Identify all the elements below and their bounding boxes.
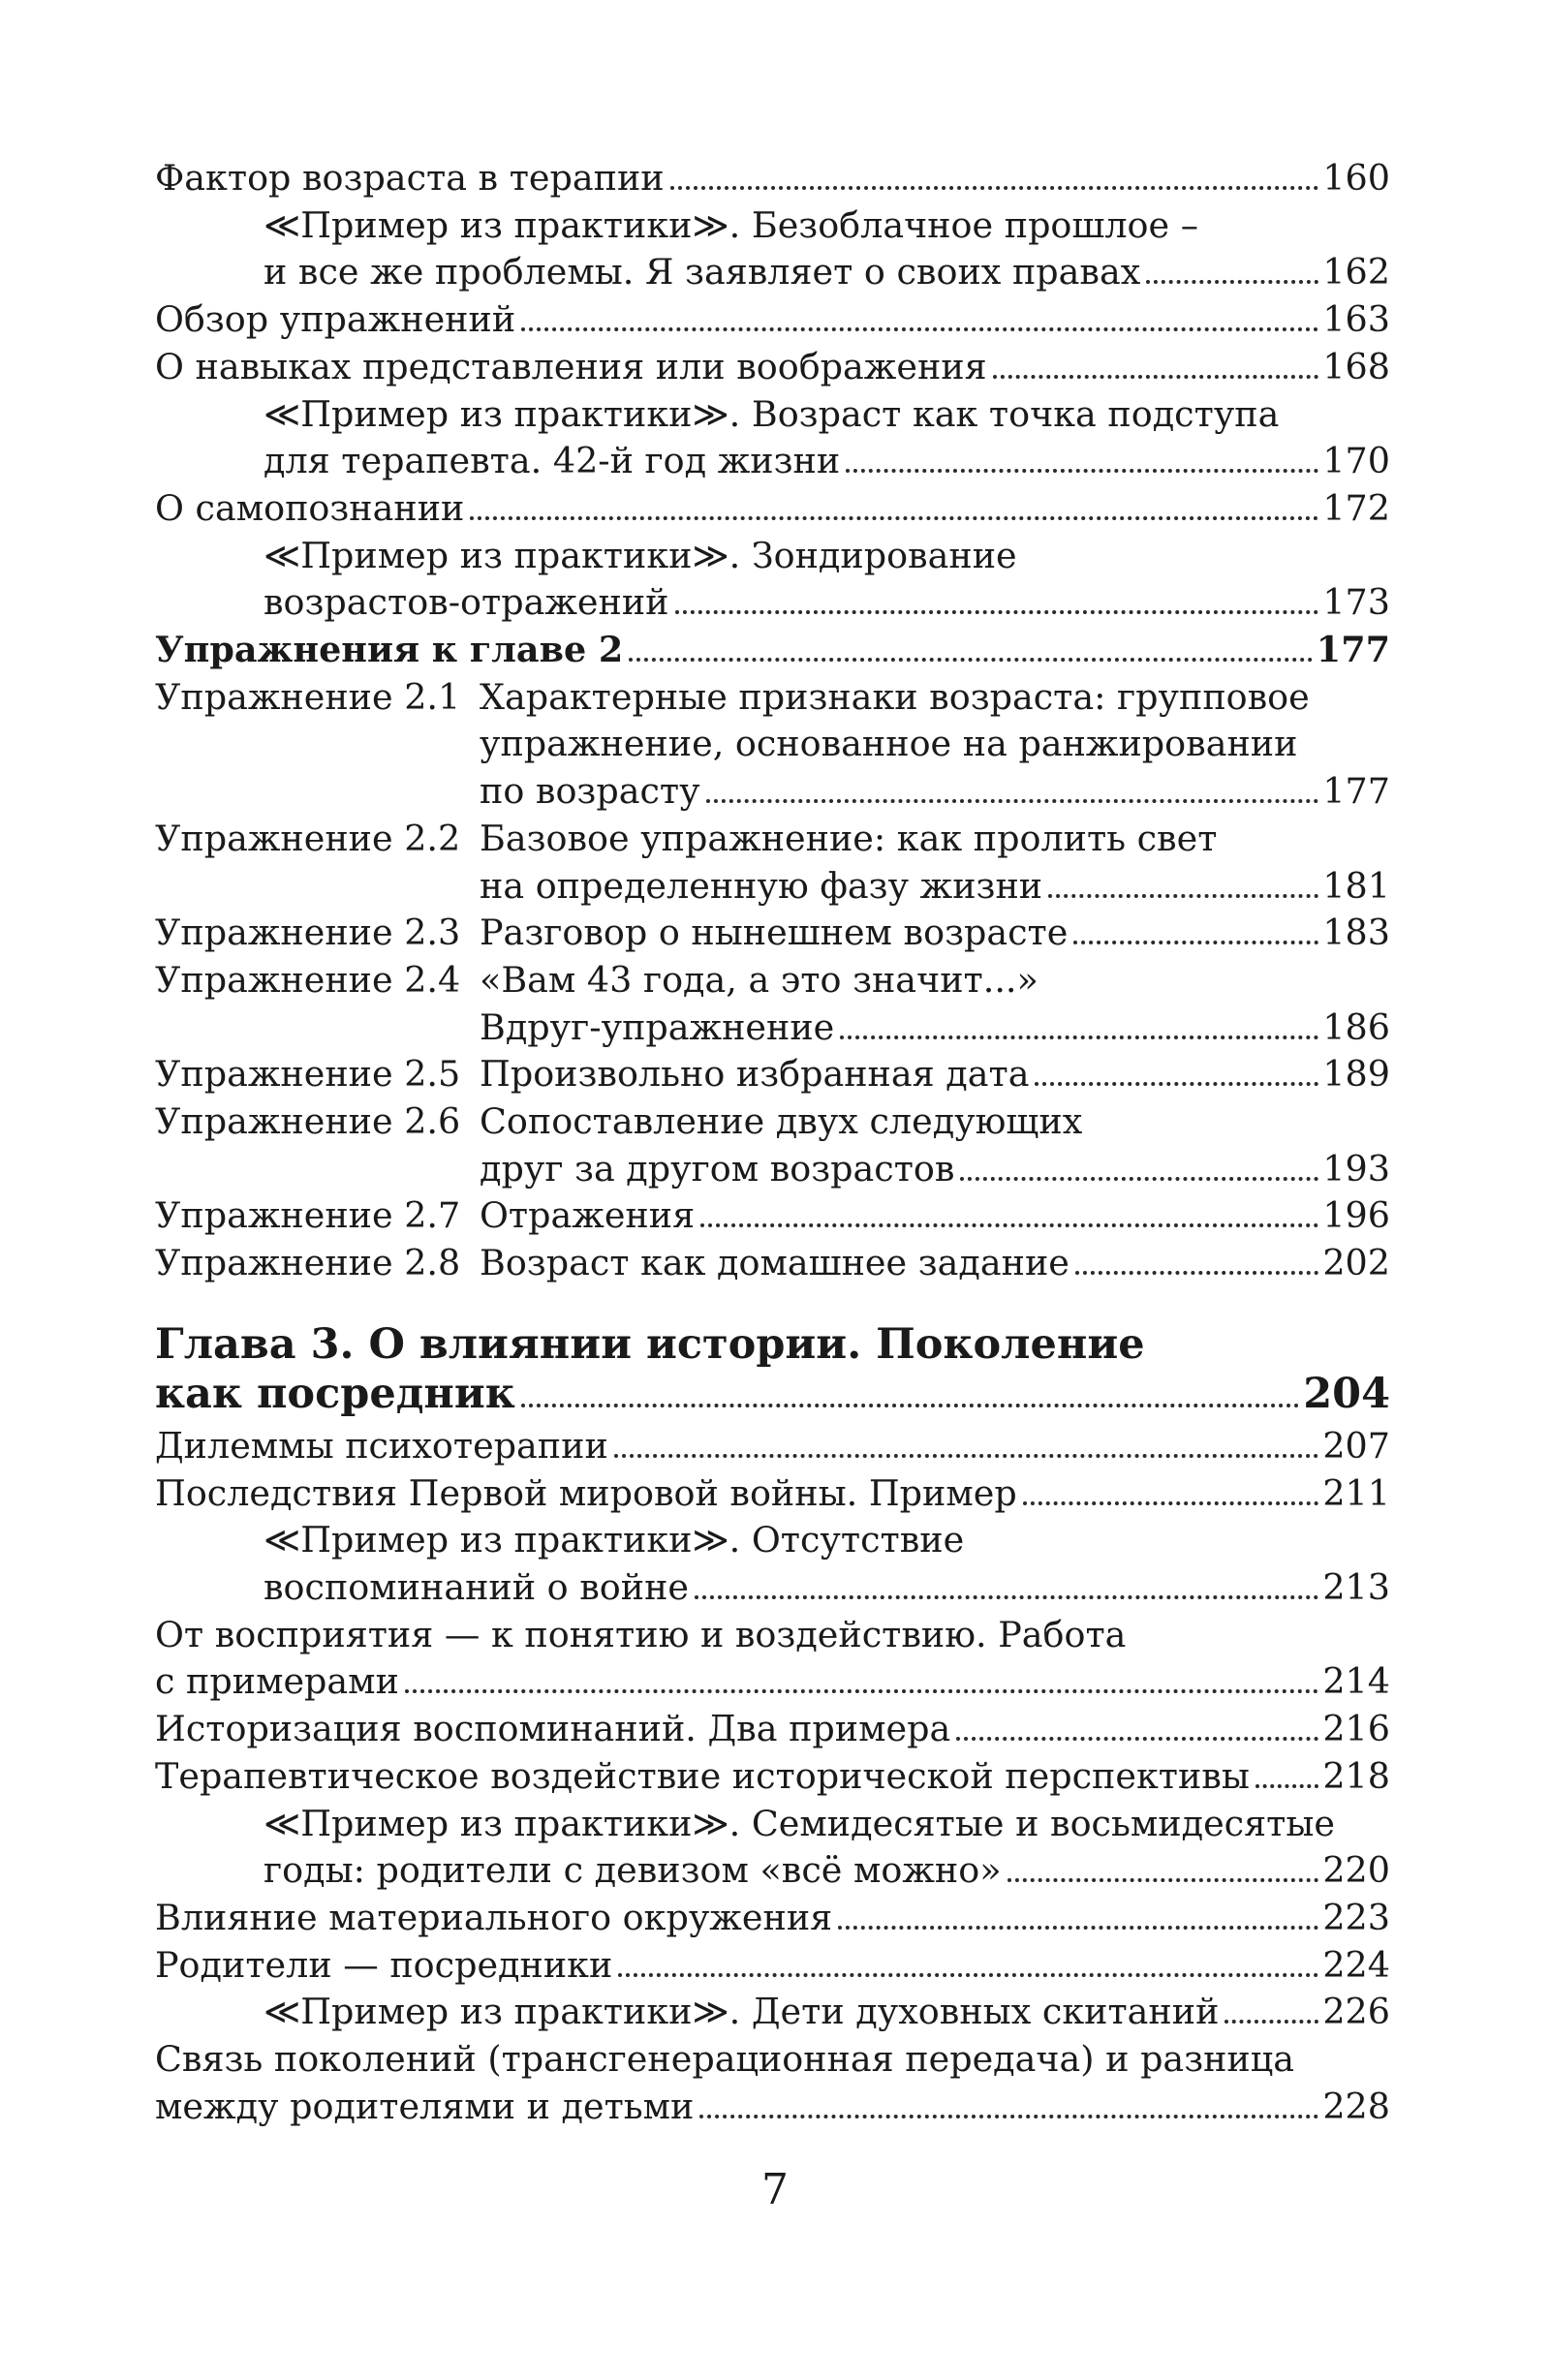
exercise-label: Упражнение 2.5 xyxy=(155,1053,461,1096)
toc-entry-text: Глава 3. О влиянии истории. Поколение xyxy=(155,1319,1145,1369)
exercise-entry xyxy=(155,1098,1390,1146)
exercise-title: друг за другом возрастов xyxy=(480,1147,955,1190)
exercise-entry-cont xyxy=(155,1005,1390,1052)
toc-page-number: 213 xyxy=(1322,1565,1390,1608)
toc-entry-cont xyxy=(155,579,1390,627)
dot-leader xyxy=(840,1035,1318,1039)
exercise-title: Базовое упражнение: как пролить свет xyxy=(480,817,1218,859)
dot-leader xyxy=(1023,1501,1319,1505)
exercise-entry-cont xyxy=(155,768,1390,816)
dot-leader xyxy=(706,799,1319,803)
dot-leader xyxy=(695,1595,1318,1599)
toc-page-number: 214 xyxy=(1322,1660,1390,1703)
toc-entry-text: Родители — посредники xyxy=(155,1943,613,1986)
exercise-title: Характерные признаки возраста: групповое xyxy=(480,675,1310,718)
toc-page-number: 168 xyxy=(1322,345,1390,387)
exercise-label: Упражнение 2.2 xyxy=(155,817,461,859)
toc-entry-text: Упражнения к главе 2 xyxy=(155,629,624,671)
dot-leader xyxy=(1146,280,1318,284)
toc-entry-text: От восприятия — к понятию и воздействию. Работа xyxy=(155,1613,1127,1655)
toc-page-number: 160 xyxy=(1322,157,1390,199)
exercise-entry-cont xyxy=(155,721,1390,768)
dot-leader xyxy=(675,610,1319,614)
dot-leader xyxy=(838,1926,1318,1930)
toc-page-number: 228 xyxy=(1322,2085,1390,2127)
toc-entry-text: как посредник xyxy=(155,1369,515,1418)
dot-leader xyxy=(405,1689,1318,1693)
toc-entry-text: ≪Пример из практики≫. Безоблачное прошлое – xyxy=(264,203,1198,246)
dot-leader xyxy=(1035,1082,1318,1086)
exercise-title: Вдруг-упражнение xyxy=(480,1005,835,1048)
dot-leader xyxy=(846,469,1318,473)
toc-entry xyxy=(155,1942,1390,1990)
toc-page-number: 216 xyxy=(1322,1708,1390,1750)
toc-entry xyxy=(155,1612,1390,1659)
toc-entry xyxy=(155,1706,1390,1753)
toc-page-number: 172 xyxy=(1322,486,1390,529)
dot-leader xyxy=(699,2115,1318,2118)
toc-page-number: 193 xyxy=(1322,1147,1390,1190)
toc-entry-text: Дилеммы психотерапии xyxy=(155,1424,608,1467)
exercise-entry xyxy=(155,816,1390,863)
toc-page-number: 173 xyxy=(1322,581,1390,624)
toc-page-number: 186 xyxy=(1322,1005,1390,1048)
toc-page-number: 202 xyxy=(1322,1242,1390,1284)
toc-entry-cont xyxy=(155,1847,1390,1895)
toc-entry-text: воспоминаний о войне xyxy=(264,1565,690,1608)
exercise-title: Сопоставление двух следующих xyxy=(480,1100,1083,1143)
exercise-label: Упражнение 2.1 xyxy=(155,675,461,718)
toc-entry-cont xyxy=(155,1564,1390,1612)
toc-page-number: 162 xyxy=(1322,251,1390,294)
toc-entry-text: возрастов-отражений xyxy=(264,581,669,624)
toc-entry-text: Терапевтическое воздействие исторической перспективы xyxy=(155,1754,1250,1797)
exercise-label: Упражнение 2.8 xyxy=(155,1242,461,1284)
toc-entry xyxy=(155,1895,1390,1942)
exercise-label: Упражнение 2.6 xyxy=(155,1100,461,1143)
toc-section-heading xyxy=(155,627,1390,674)
toc-page-number: 207 xyxy=(1322,1424,1390,1467)
toc-entry-text: Влияние материального окружения xyxy=(155,1896,833,1938)
table-of-contents xyxy=(155,155,1390,2130)
toc-entry-text: ≪Пример из практики≫. Возраст как точка подступа xyxy=(264,392,1280,435)
toc-entry xyxy=(155,1423,1390,1470)
toc-page-number: 181 xyxy=(1322,864,1390,907)
toc-page-number: 170 xyxy=(1322,440,1390,482)
toc-entry-text: и все же проблемы. Я заявляет о своих правах xyxy=(264,251,1141,294)
chapter-title xyxy=(155,1320,1390,1370)
dot-leader xyxy=(670,186,1319,190)
dot-leader xyxy=(629,658,1313,662)
toc-entry-cont xyxy=(155,1658,1390,1706)
dot-leader xyxy=(1256,1784,1318,1788)
exercise-entry xyxy=(155,1051,1390,1098)
exercise-title: Разговор о нынешнем возрасте xyxy=(480,912,1069,954)
exercise-entry xyxy=(155,1240,1390,1287)
exercise-entry-cont xyxy=(155,1146,1390,1193)
exercise-title: Произвольно избранная дата xyxy=(480,1053,1030,1096)
toc-page-number: 224 xyxy=(1322,1943,1390,1986)
toc-entry-text: О навыках представления или воображения xyxy=(155,345,987,387)
exercise-entry xyxy=(155,910,1390,957)
exercise-title: Отражения xyxy=(480,1194,696,1237)
dot-leader xyxy=(960,1177,1318,1181)
toc-entry-text: ≪Пример из практики≫. Зондирование xyxy=(264,534,1017,576)
exercise-entry xyxy=(155,674,1390,722)
dot-leader xyxy=(1224,2020,1318,2024)
dot-leader xyxy=(993,375,1319,379)
exercise-entry xyxy=(155,957,1390,1005)
toc-entry-text: годы: родители с девизом «всё можно» xyxy=(264,1849,1002,1892)
dot-leader xyxy=(1048,894,1318,898)
toc-page-number: 163 xyxy=(1322,298,1390,341)
dot-leader xyxy=(521,1404,1299,1407)
toc-page-number: 218 xyxy=(1322,1754,1390,1797)
toc-entry xyxy=(155,1753,1390,1801)
chapter-title-cont xyxy=(155,1370,1390,1419)
dot-leader xyxy=(1075,1271,1318,1275)
toc-entry-cont xyxy=(155,249,1390,296)
toc-page-number: 177 xyxy=(1322,770,1390,813)
toc-entry xyxy=(155,202,1390,250)
exercise-entry xyxy=(155,1192,1390,1240)
toc-entry-text: О самопознании xyxy=(155,486,465,529)
toc-entry xyxy=(155,296,1390,344)
toc-entry xyxy=(155,1517,1390,1564)
toc-entry xyxy=(155,1801,1390,1848)
toc-page-number: 177 xyxy=(1316,629,1390,671)
exercise-entry-cont xyxy=(155,863,1390,911)
toc-entry-text: ≪Пример из практики≫. Семидесятые и восьмидесятые xyxy=(264,1802,1335,1844)
dot-leader xyxy=(956,1737,1318,1741)
toc-page-number: 211 xyxy=(1322,1471,1390,1514)
dot-leader xyxy=(1008,1878,1319,1882)
exercise-title: «Вам 43 года, а это значит...» xyxy=(480,958,1038,1001)
toc-entry-cont xyxy=(155,2084,1390,2131)
toc-entry xyxy=(155,155,1390,202)
dot-leader xyxy=(618,1973,1318,1977)
toc-page-number: 204 xyxy=(1303,1369,1390,1418)
exercise-title: упражнение, основанное на ранжировании xyxy=(480,723,1298,765)
toc-entry-text: для терапевта. 42-й год жизни xyxy=(264,440,841,482)
exercise-title: по возрасту xyxy=(480,770,700,813)
toc-entry xyxy=(155,533,1390,580)
toc-entry xyxy=(155,1989,1390,2036)
toc-entry-text: ≪Пример из практики≫. Отсутствие xyxy=(264,1519,965,1561)
toc-page-number: 196 xyxy=(1322,1194,1390,1237)
dot-leader xyxy=(700,1223,1318,1227)
dot-leader xyxy=(614,1454,1319,1458)
toc-page-number: 220 xyxy=(1322,1849,1390,1892)
toc-entry-text: Фактор возраста в терапии xyxy=(155,157,665,199)
toc-entry xyxy=(155,485,1390,533)
spacer xyxy=(155,1287,1390,1320)
toc-page-number: 226 xyxy=(1322,1991,1390,2033)
toc-entry-text: ≪Пример из практики≫. Дети духовных скитаний xyxy=(264,1991,1220,2033)
toc-entry xyxy=(155,2036,1390,2084)
toc-entry-cont xyxy=(155,438,1390,485)
toc-entry xyxy=(155,391,1390,439)
toc-entry xyxy=(155,1470,1390,1518)
dot-leader xyxy=(1073,941,1318,944)
toc-entry-text: Связь поколений (трансгенерационная передача) и разница xyxy=(155,2038,1294,2081)
dot-leader xyxy=(470,516,1318,520)
toc-entry xyxy=(155,344,1390,391)
toc-entry-text: Последствия Первой мировой войны. Пример xyxy=(155,1471,1017,1514)
page-number: 7 xyxy=(761,2165,789,2214)
toc-page-number: 183 xyxy=(1322,912,1390,954)
toc-entry-text: между родителями и детьми xyxy=(155,2085,695,2127)
exercise-label: Упражнение 2.7 xyxy=(155,1194,461,1237)
toc-entry-text: с примерами xyxy=(155,1660,399,1703)
toc-page-number: 189 xyxy=(1322,1053,1390,1096)
dot-leader xyxy=(521,327,1318,331)
toc-entry-text: Историзация воспоминаний. Два примера xyxy=(155,1708,951,1750)
exercise-title: Возраст как домашнее задание xyxy=(480,1242,1070,1284)
toc-entry-text: Обзор упражнений xyxy=(155,298,516,341)
toc-page-number: 223 xyxy=(1322,1896,1390,1938)
exercise-title: на определенную фазу жизни xyxy=(480,864,1043,907)
exercise-label: Упражнение 2.4 xyxy=(155,958,461,1001)
exercise-label: Упражнение 2.3 xyxy=(155,912,461,954)
